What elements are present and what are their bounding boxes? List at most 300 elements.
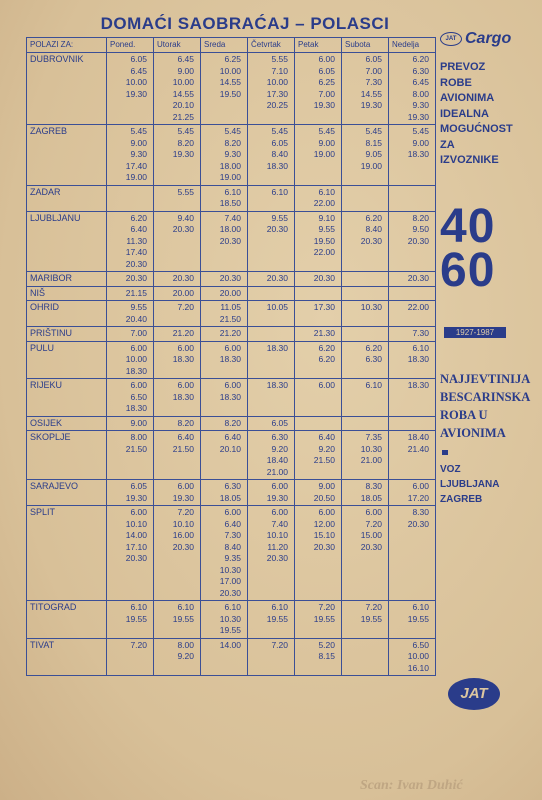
departure-time: 18.30 <box>266 380 288 390</box>
time-cell <box>295 211 342 272</box>
departure-time: 18.30 <box>172 354 194 364</box>
departure-time: 20.30 <box>125 273 147 283</box>
departure-time: 7.20 <box>130 639 147 650</box>
departure-time: 6.05 <box>271 137 288 148</box>
ad-line: NAJJEVTINIJA <box>440 371 531 386</box>
time-cell <box>295 286 342 301</box>
departure-time: 8.20 <box>224 417 241 428</box>
time-cell <box>107 53 154 125</box>
departure-time: 19.30 <box>360 100 382 110</box>
departure-time: 20.30 <box>313 273 335 283</box>
departure-time: 7.40 <box>224 212 241 223</box>
departure-time: 17.30 <box>313 302 335 312</box>
time-cell <box>389 416 436 431</box>
time-cell <box>295 125 342 186</box>
departure-time: 21.50 <box>172 443 194 454</box>
time-cell <box>107 431 154 480</box>
ad-line: ZAGREB <box>440 493 483 505</box>
time-cell <box>107 379 154 417</box>
ad-line: ROBA U <box>440 407 488 422</box>
departure-time: 10.00 <box>407 651 429 661</box>
time-cell <box>107 301 154 327</box>
header-day: Četvrtak <box>248 38 295 53</box>
time-cell <box>295 431 342 480</box>
departure-time: 19.50 <box>219 88 241 99</box>
departure-time: 19.00 <box>313 149 335 159</box>
table-row <box>27 506 436 601</box>
departure-time: 7.00 <box>130 328 147 338</box>
departure-time: 20.30 <box>407 273 429 283</box>
departure-time: 9.30 <box>412 100 429 110</box>
time-cell <box>154 53 201 125</box>
departure-time: 6.00 <box>177 342 194 353</box>
departure-time: 6.40 <box>224 518 241 529</box>
departure-time: 5.45 <box>130 126 147 136</box>
time-cell <box>389 506 436 601</box>
destination-cell: TITOGRAD <box>27 601 107 639</box>
departure-time: 9.00 <box>412 137 429 148</box>
departure-time: 9.30 <box>130 149 147 159</box>
departure-time: 19.30 <box>172 492 194 503</box>
ad-line: VOZ <box>440 463 461 475</box>
departure-time: 19.00 <box>219 172 241 182</box>
departure-time: 10.30 <box>360 302 382 312</box>
departure-time: 20.30 <box>172 224 194 234</box>
departure-time: 17.10 <box>125 541 147 552</box>
departure-time: 18.30 <box>407 380 429 390</box>
departure-time: 6.20 <box>130 212 147 223</box>
departure-time: 6.00 <box>224 342 241 353</box>
time-cell <box>389 327 436 342</box>
departure-time: 10.30 <box>219 564 241 575</box>
departure-time: 20.30 <box>407 235 429 246</box>
departure-time: 6.05 <box>130 481 147 491</box>
departure-time: 6.10 <box>224 602 241 612</box>
departure-time: 6.45 <box>412 77 429 87</box>
departure-time: 7.00 <box>318 88 335 99</box>
time-cell <box>389 125 436 186</box>
time-cell <box>201 638 248 676</box>
time-cell <box>295 301 342 327</box>
time-cell <box>389 638 436 676</box>
jat-logo: JAT <box>448 678 500 710</box>
years-badge: 1927-1987 <box>444 327 506 338</box>
departure-time: 8.30 <box>365 481 382 491</box>
departure-time: 10.10 <box>172 518 194 529</box>
departure-time: 21.50 <box>219 313 241 324</box>
departure-time: 9.20 <box>318 443 335 454</box>
destination-cell: TIVAT <box>27 638 107 676</box>
departure-time: 19.30 <box>313 100 335 110</box>
time-cell <box>107 185 154 211</box>
table-row <box>27 416 436 431</box>
departure-time: 19.30 <box>407 111 429 122</box>
departure-time: 5.45 <box>271 126 288 136</box>
table-row <box>27 301 436 327</box>
departure-time: 7.20 <box>365 602 382 612</box>
departure-time: 6.30 <box>224 481 241 491</box>
departure-time: 8.40 <box>271 149 288 159</box>
time-cell <box>389 379 436 417</box>
departure-time: 7.10 <box>271 65 288 76</box>
departure-time: 15.00 <box>360 530 382 540</box>
time-cell <box>295 506 342 601</box>
departure-time: 21.30 <box>313 328 335 338</box>
time-cell <box>154 211 201 272</box>
departure-time: 9.20 <box>271 443 288 454</box>
departure-time: 21.50 <box>313 455 335 465</box>
departure-time: 6.10 <box>412 342 429 353</box>
table-row <box>27 431 436 480</box>
departure-time: 18.30 <box>219 354 241 364</box>
departure-time: 10.00 <box>219 65 241 76</box>
departure-time: 5.55 <box>177 186 194 197</box>
departure-time: 6.00 <box>271 481 288 491</box>
departure-time: 9.05 <box>365 149 382 159</box>
departure-time: 16.10 <box>407 662 429 673</box>
time-cell <box>154 327 201 342</box>
time-cell <box>201 480 248 506</box>
time-cell <box>295 416 342 431</box>
destination-cell: RIJEKU <box>27 379 107 417</box>
departure-time: 21.00 <box>360 455 382 465</box>
time-cell <box>389 301 436 327</box>
departure-time: 20.30 <box>219 587 241 598</box>
departure-time: 14.00 <box>125 530 147 540</box>
destination-cell: ZADAR <box>27 185 107 211</box>
anniversary-top: 40 <box>440 199 496 253</box>
departure-time: 7.20 <box>271 639 288 650</box>
time-cell <box>201 286 248 301</box>
header-day: Sreda <box>201 38 248 53</box>
header-day: Poned. <box>107 38 154 53</box>
departure-time: 11.30 <box>126 235 147 246</box>
departure-time: 17.40 <box>125 247 147 257</box>
departure-time: 6.30 <box>365 354 382 364</box>
time-cell <box>154 506 201 601</box>
departure-time: 5.45 <box>365 126 382 136</box>
time-cell <box>248 211 295 272</box>
departure-time: 9.40 <box>177 212 194 223</box>
time-cell <box>389 211 436 272</box>
time-cell <box>154 480 201 506</box>
departure-time: 8.20 <box>412 212 429 223</box>
departure-time: 8.40 <box>224 541 241 552</box>
time-cell <box>295 185 342 211</box>
departure-time: 6.10 <box>224 186 241 197</box>
departure-time: 10.05 <box>266 302 288 312</box>
table-row <box>27 601 436 639</box>
destination-cell: SKOPLJE <box>27 431 107 480</box>
destination-cell: OSIJEK <box>27 416 107 431</box>
departure-time: 19.50 <box>313 235 335 246</box>
departure-time: 19.55 <box>407 613 429 624</box>
departure-time: 17.40 <box>125 160 147 171</box>
table-header-row <box>27 38 436 53</box>
time-cell <box>248 480 295 506</box>
scan-credit: Scan: Ivan Duhić <box>360 778 463 793</box>
destination-cell: MARIBOR <box>27 272 107 287</box>
departure-time: 6.20 <box>318 342 335 353</box>
departure-time: 7.20 <box>318 602 335 612</box>
time-cell <box>154 341 201 379</box>
departure-time: 10.10 <box>125 518 147 529</box>
time-cell <box>201 341 248 379</box>
departure-time: 6.20 <box>318 354 335 364</box>
time-cell <box>107 272 154 287</box>
departure-time: 9.00 <box>177 65 194 76</box>
ad-line: ZA <box>440 138 455 151</box>
time-cell <box>389 53 436 125</box>
departure-time: 6.10 <box>365 380 382 390</box>
departure-time: 6.10 <box>271 602 288 612</box>
departure-time: 6.40 <box>130 224 147 234</box>
departure-time: 8.00 <box>412 88 429 99</box>
departure-time: 6.05 <box>365 54 382 64</box>
time-cell <box>248 286 295 301</box>
departure-time: 8.15 <box>365 137 382 148</box>
table-row <box>27 341 436 379</box>
departure-time: 6.25 <box>318 77 335 87</box>
departure-time: 12.00 <box>313 518 335 529</box>
time-cell <box>342 601 389 639</box>
time-cell <box>295 379 342 417</box>
departure-time: 18.05 <box>360 492 382 503</box>
departure-time: 22.00 <box>313 198 335 208</box>
departure-time: 10.00 <box>125 77 147 87</box>
departure-time: 8.20 <box>177 137 194 148</box>
departure-time: 14.55 <box>172 88 194 99</box>
table-row <box>27 327 436 342</box>
departure-time: 14.55 <box>219 77 241 87</box>
departure-time: 7.00 <box>365 65 382 76</box>
time-cell <box>389 272 436 287</box>
time-cell <box>107 480 154 506</box>
departure-time: 18.00 <box>219 160 241 171</box>
time-cell <box>248 601 295 639</box>
duty-free-ad <box>440 370 540 442</box>
departure-time: 18.30 <box>266 342 288 353</box>
table-row <box>27 286 436 301</box>
destination-cell: OHRID <box>27 301 107 327</box>
departure-time: 6.10 <box>412 602 429 612</box>
header-day: Subota <box>342 38 389 53</box>
departure-time: 17.30 <box>266 88 288 99</box>
table-row <box>27 53 436 125</box>
destination-cell: PULU <box>27 341 107 379</box>
departure-time: 22.00 <box>407 302 429 312</box>
departure-time: 14.00 <box>219 639 241 650</box>
departure-time: 9.30 <box>224 149 241 159</box>
departure-time: 7.30 <box>365 77 382 87</box>
cargo-wordmark: Cargo <box>465 30 512 47</box>
time-cell <box>248 301 295 327</box>
departure-time: 9.00 <box>318 481 335 491</box>
ad-line: AVIONIMA <box>440 92 495 104</box>
time-cell <box>201 506 248 601</box>
departure-time: 10.30 <box>360 443 382 454</box>
table-row <box>27 211 436 272</box>
departure-time: 19.55 <box>313 613 335 624</box>
departure-time: 19.55 <box>172 613 194 624</box>
time-cell <box>295 480 342 506</box>
departure-time: 20.25 <box>266 100 288 110</box>
departure-time: 18.05 <box>219 492 241 503</box>
departure-time: 20.30 <box>219 235 241 246</box>
departure-time: 6.00 <box>224 380 241 390</box>
departure-time: 20.30 <box>125 258 147 269</box>
departure-time: 19.55 <box>219 625 241 635</box>
departure-time: 18.30 <box>407 354 429 364</box>
departure-time: 19.30 <box>266 492 288 503</box>
time-cell <box>342 341 389 379</box>
departure-time: 5.45 <box>224 126 241 136</box>
header-day: Utorak <box>154 38 201 53</box>
time-cell <box>389 286 436 301</box>
departure-time: 6.00 <box>365 507 382 517</box>
time-cell <box>342 185 389 211</box>
departure-time: 20.30 <box>407 518 429 529</box>
jat-badge: JAT <box>440 32 462 46</box>
departure-time: 6.00 <box>130 380 147 390</box>
time-cell <box>107 506 154 601</box>
jat-cargo-logo <box>440 30 540 48</box>
departure-time: 6.00 <box>224 507 241 517</box>
sidebar-ads <box>440 30 540 507</box>
departure-time: 20.30 <box>125 553 147 563</box>
departure-time: 18.40 <box>407 432 429 442</box>
time-cell <box>342 379 389 417</box>
time-cell <box>248 416 295 431</box>
time-cell <box>389 431 436 480</box>
departure-time: 11.20 <box>267 541 288 552</box>
time-cell <box>154 638 201 676</box>
departure-time: 19.30 <box>125 88 147 99</box>
departure-time: 7.20 <box>177 302 194 312</box>
departure-time: 18.00 <box>219 224 241 234</box>
time-cell <box>248 379 295 417</box>
time-cell <box>154 185 201 211</box>
departure-time: 6.30 <box>412 65 429 76</box>
time-cell <box>154 601 201 639</box>
time-cell <box>107 416 154 431</box>
departure-time: 8.00 <box>130 432 147 442</box>
departure-time: 9.00 <box>130 417 147 428</box>
time-cell <box>342 327 389 342</box>
departure-time: 9.35 <box>224 553 241 563</box>
departure-time: 18.50 <box>219 198 241 208</box>
departure-time: 17.00 <box>219 576 241 586</box>
departure-time: 9.00 <box>318 137 335 148</box>
departure-time: 20.00 <box>219 287 241 298</box>
departure-time: 19.30 <box>172 149 194 159</box>
departure-time: 7.30 <box>224 530 241 540</box>
departure-time: 6.10 <box>318 186 335 197</box>
time-cell <box>342 480 389 506</box>
time-cell <box>248 125 295 186</box>
departure-time: 6.05 <box>318 65 335 76</box>
departure-time: 9.20 <box>177 651 194 661</box>
time-cell <box>295 53 342 125</box>
time-cell <box>201 301 248 327</box>
time-cell <box>295 272 342 287</box>
departure-time: 20.00 <box>172 287 194 298</box>
departure-time: 6.20 <box>365 342 382 353</box>
departure-time: 6.05 <box>130 54 147 64</box>
time-cell <box>201 125 248 186</box>
departure-time: 20.40 <box>125 313 147 324</box>
departure-time: 19.55 <box>360 613 382 624</box>
departure-time: 6.00 <box>177 481 194 491</box>
destination-cell: ZAGREB <box>27 125 107 186</box>
departure-time: 6.30 <box>271 432 288 442</box>
departure-time: 8.40 <box>365 224 382 234</box>
time-cell <box>107 125 154 186</box>
time-cell <box>201 601 248 639</box>
departure-time: 16.00 <box>172 530 194 540</box>
departure-time: 18.30 <box>125 365 147 376</box>
departure-time: 7.30 <box>412 328 429 338</box>
table-row <box>27 125 436 186</box>
departure-time: 9.55 <box>318 224 335 234</box>
departure-time: 6.00 <box>318 54 335 64</box>
time-cell <box>342 638 389 676</box>
time-cell <box>201 272 248 287</box>
departure-time: 6.00 <box>318 380 335 390</box>
destination-cell: SPLIT <box>27 506 107 601</box>
time-cell <box>107 327 154 342</box>
departure-time: 5.55 <box>271 54 288 64</box>
time-cell <box>389 185 436 211</box>
departure-time: 10.10 <box>266 530 288 540</box>
time-cell <box>154 379 201 417</box>
time-cell <box>248 506 295 601</box>
departure-time: 19.55 <box>125 613 147 624</box>
departure-time: 9.00 <box>130 137 147 148</box>
departure-time: 7.35 <box>365 432 382 442</box>
departure-time: 20.30 <box>360 235 382 246</box>
destination-cell: LJUBLJANU <box>27 211 107 272</box>
departure-time: 5.45 <box>177 126 194 136</box>
time-cell <box>248 272 295 287</box>
departure-time: 20.30 <box>172 273 194 283</box>
departure-time: 21.50 <box>125 443 147 454</box>
time-cell <box>201 379 248 417</box>
table-row <box>27 638 436 676</box>
departure-time: 5.20 <box>318 639 335 650</box>
departure-time: 8.30 <box>412 507 429 517</box>
departure-time: 10.00 <box>266 77 288 87</box>
time-cell <box>248 53 295 125</box>
departure-time: 6.05 <box>271 417 288 428</box>
departure-time: 6.00 <box>130 342 147 353</box>
table-row <box>27 480 436 506</box>
departure-time: 21.00 <box>266 466 288 477</box>
departure-time: 21.25 <box>172 111 194 122</box>
time-cell <box>201 327 248 342</box>
departure-time: 6.25 <box>224 54 241 64</box>
time-cell <box>389 601 436 639</box>
anniversary-bottom: 60 <box>440 243 496 297</box>
time-cell <box>107 286 154 301</box>
time-cell <box>295 638 342 676</box>
departure-time: 6.40 <box>224 432 241 442</box>
departure-time: 5.45 <box>412 126 429 136</box>
departure-time: 6.10 <box>271 186 288 197</box>
time-cell <box>389 480 436 506</box>
departure-time: 6.00 <box>271 507 288 517</box>
time-cell <box>107 638 154 676</box>
